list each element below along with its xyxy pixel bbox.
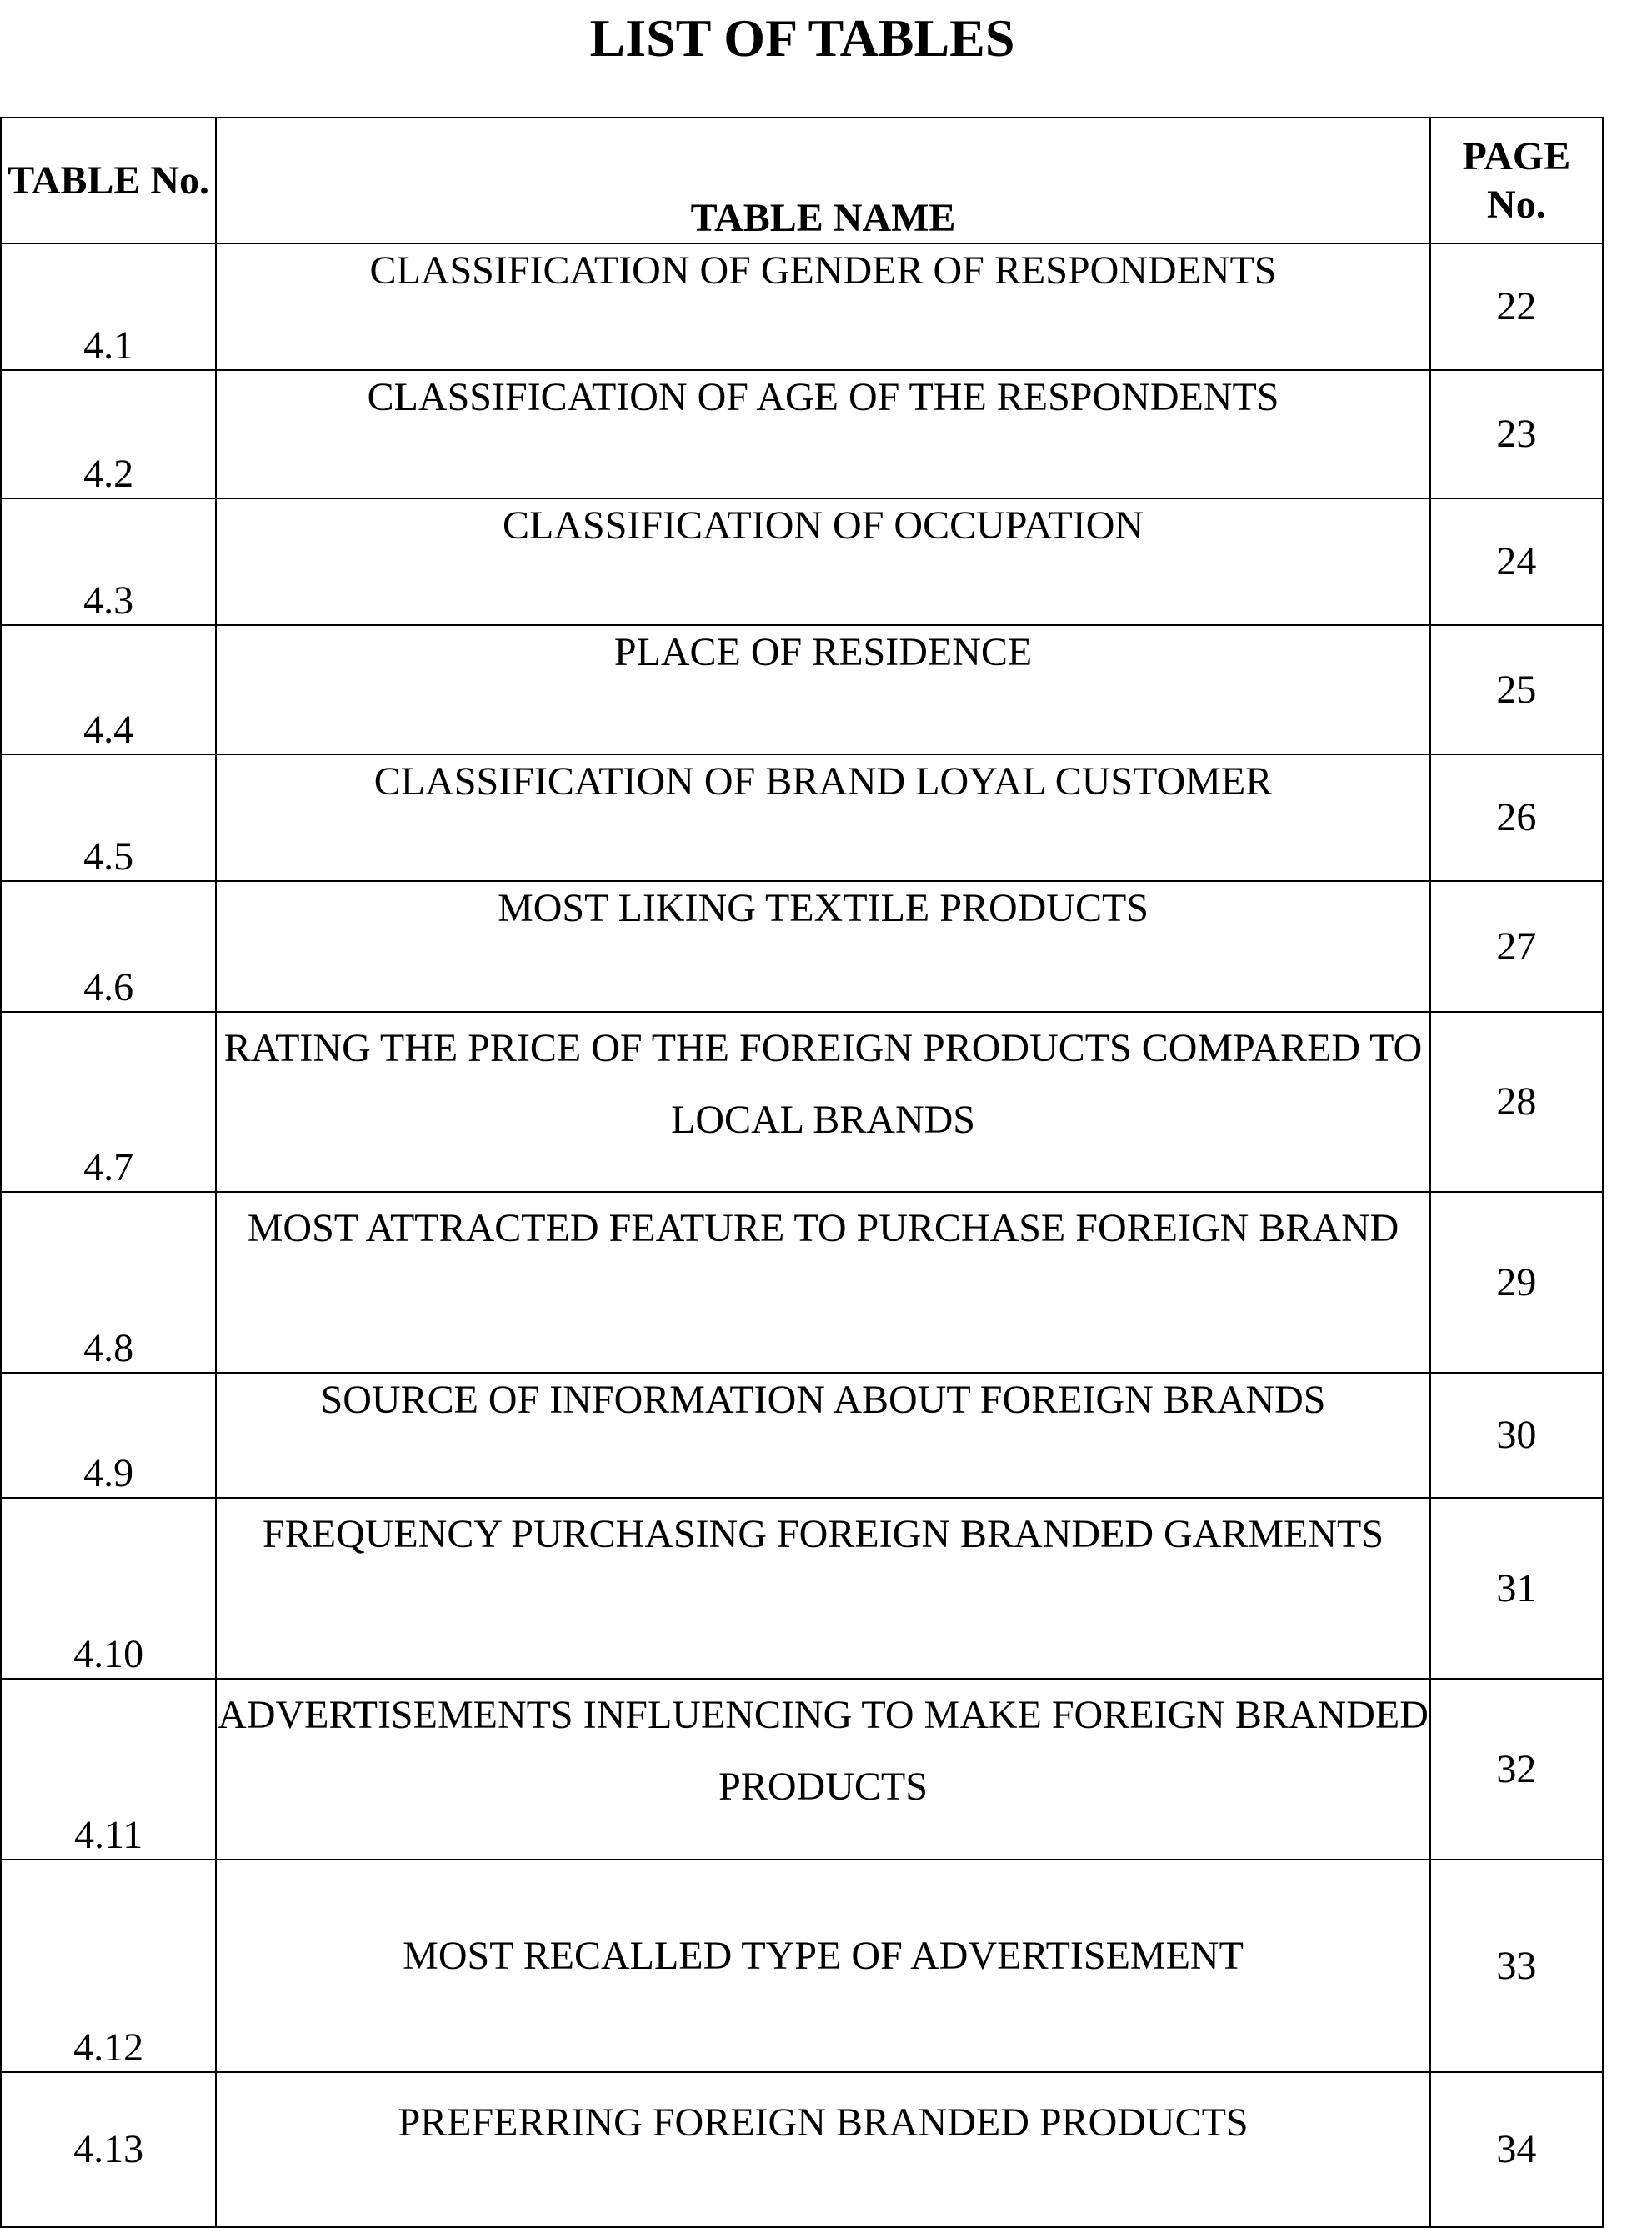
row-page-no: 22 [1430,243,1603,370]
table-row [1,1860,1603,2072]
row-table-name: CLASSIFICATION OF AGE OF THE RESPONDENTS [216,370,1430,498]
table-row [1,1192,1603,1373]
row-table-no: 4.3 [1,498,216,625]
row-table-name: ADVERTISEMENTS INFLUENCING TO MAKE FOREIGN BRANDED PRODUCTS [216,1679,1430,1860]
row-page-no: 26 [1430,754,1603,881]
table-row [1,1373,1603,1498]
row-page-no: 29 [1430,1192,1603,1373]
row-table-no: 4.6 [1,881,216,1012]
row-page-no: 23 [1430,370,1603,498]
row-page-no: 24 [1430,498,1603,625]
row-table-name: PLACE OF RESIDENCE [216,625,1430,754]
row-table-name: CLASSIFICATION OF BRAND LOYAL CUSTOMER [216,754,1430,881]
row-table-name: CLASSIFICATION OF OCCUPATION [216,498,1430,625]
row-page-no: 33 [1430,1860,1603,2072]
row-page-no: 25 [1430,625,1603,754]
row-table-name: PREFERRING FOREIGN BRANDED PRODUCTS [216,2072,1430,2227]
table-row [1,498,1603,625]
row-table-no: 4.13 [1,2072,216,2227]
table-row [1,370,1603,498]
table-row [1,1679,1603,1860]
table-row [1,881,1603,1012]
row-table-name: SOURCE OF INFORMATION ABOUT FOREIGN BRANDS [216,1373,1430,1498]
row-page-no: 34 [1430,2072,1603,2227]
row-page-no: 31 [1430,1498,1603,1679]
row-table-name: FREQUENCY PURCHASING FOREIGN BRANDED GARMENTS [216,1498,1430,1679]
header-table-no: TABLE No. [1,118,216,243]
list-of-tables [0,117,1604,2228]
table-header-row [1,118,1603,243]
row-table-no: 4.8 [1,1192,216,1373]
table-row [1,1498,1603,1679]
header-page-no: PAGE No. [1430,118,1603,243]
row-table-no: 4.1 [1,243,216,370]
row-table-name: MOST LIKING TEXTILE PRODUCTS [216,881,1430,1012]
table-row [1,2072,1603,2227]
row-page-no: 27 [1430,881,1603,1012]
row-page-no: 32 [1430,1679,1603,1860]
row-page-no: 30 [1430,1373,1603,1498]
table-row [1,754,1603,881]
row-table-no: 4.12 [1,1860,216,2072]
row-table-name: MOST RECALLED TYPE OF ADVERTISEMENT [216,1860,1430,2072]
table-row [1,243,1603,370]
row-table-no: 4.11 [1,1679,216,1860]
row-page-no: 28 [1430,1012,1603,1192]
table-row [1,625,1603,754]
row-table-name: RATING THE PRICE OF THE FOREIGN PRODUCTS COMPARED TO LOCAL BRANDS [216,1012,1430,1192]
header-table-name: TABLE NAME [216,118,1430,243]
row-table-name: CLASSIFICATION OF GENDER OF RESPONDENTS [216,243,1430,370]
row-table-no: 4.10 [1,1498,216,1679]
row-table-no: 4.2 [1,370,216,498]
table-row [1,1012,1603,1192]
row-table-no: 4.5 [1,754,216,881]
page-title: LIST OF TABLES [589,8,1015,68]
row-table-no: 4.9 [1,1373,216,1498]
row-table-no: 4.7 [1,1012,216,1192]
row-table-name: MOST ATTRACTED FEATURE TO PURCHASE FOREIGN BRAND [216,1192,1430,1373]
row-table-no: 4.4 [1,625,216,754]
